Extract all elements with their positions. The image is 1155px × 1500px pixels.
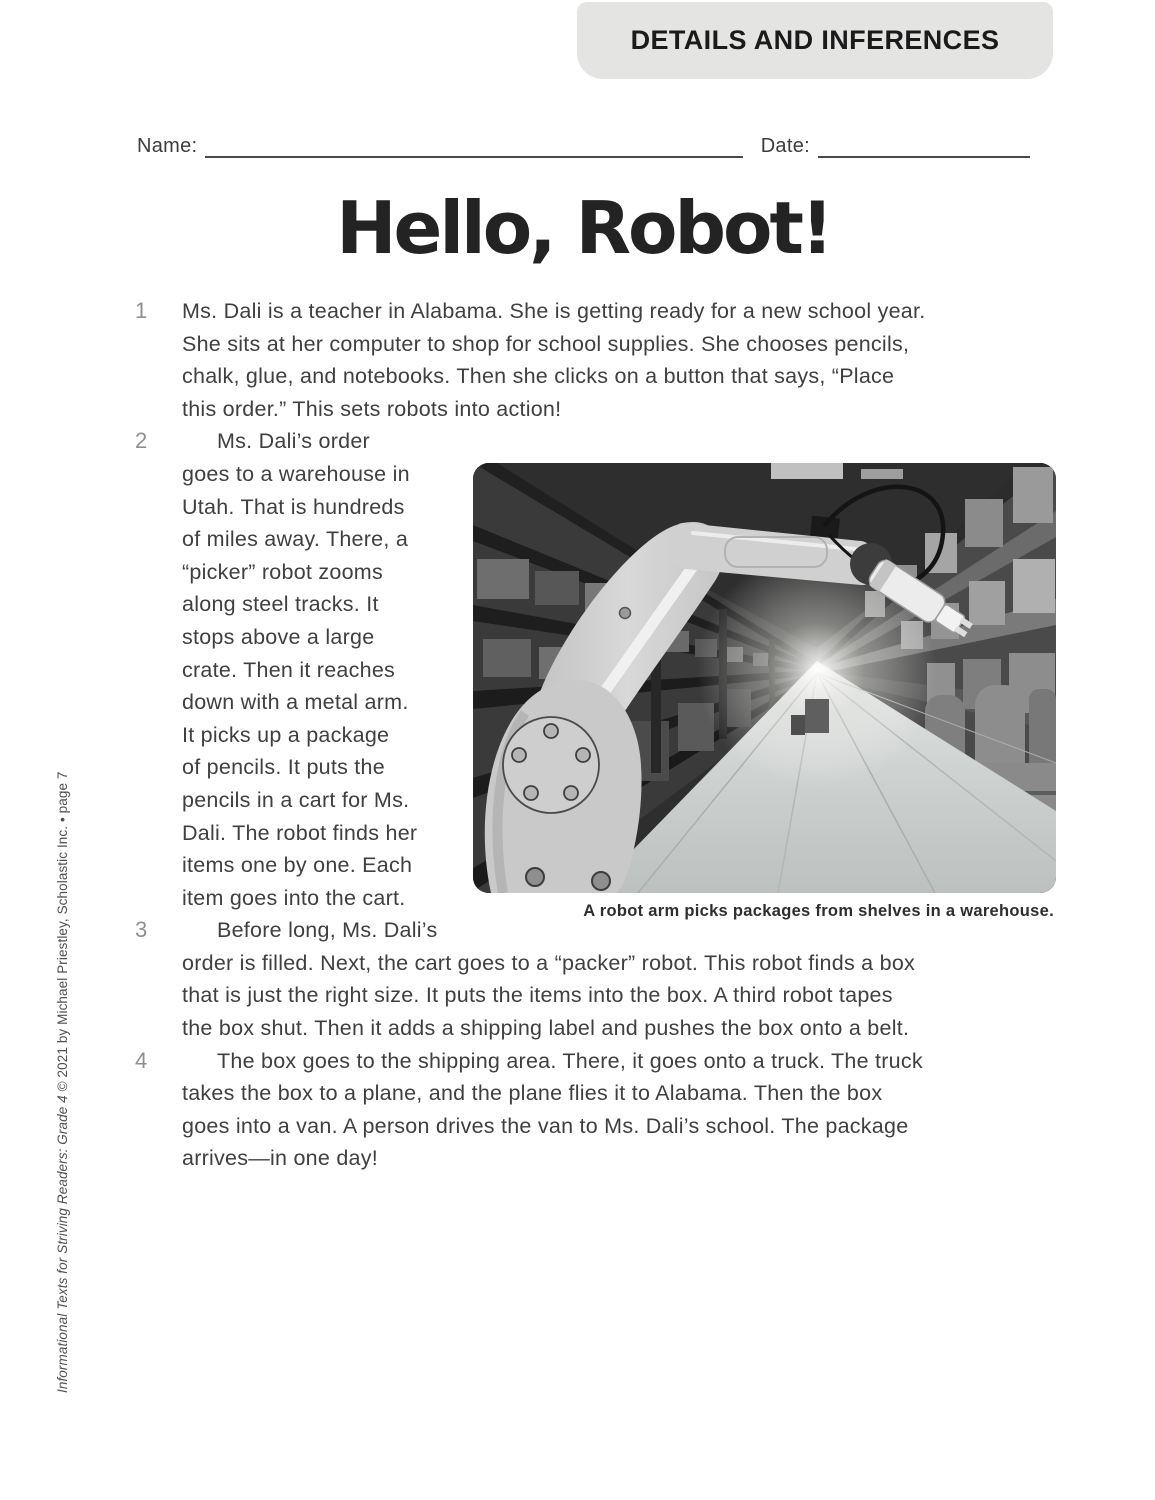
date-label: Date: bbox=[760, 135, 810, 157]
paragraph bbox=[135, 1045, 1034, 1175]
passage-line: along steel tracks. It bbox=[182, 592, 379, 617]
copyright-sidebar bbox=[55, 771, 70, 1393]
passage-line: items one by one. Each bbox=[182, 853, 413, 878]
paragraph-number: 3 bbox=[135, 917, 148, 943]
paragraph bbox=[135, 295, 1034, 425]
passage-line: this order.” This sets robots into action! bbox=[182, 396, 562, 421]
warehouse-photo bbox=[473, 463, 1056, 893]
figure bbox=[473, 463, 1056, 921]
passage-line: She sits at her computer to shop for school supplies. She chooses pencils, bbox=[182, 331, 910, 356]
passage-line: stops above a large bbox=[182, 624, 375, 649]
passage-line: down with a metal arm. bbox=[182, 690, 409, 715]
date-blank-line bbox=[818, 132, 1030, 158]
paragraph bbox=[135, 914, 1034, 1044]
page-title: Hello, Robot! bbox=[336, 186, 831, 270]
passage-line: Utah. That is hundreds bbox=[182, 494, 405, 519]
passage-line: of miles away. There, a bbox=[182, 527, 409, 552]
name-label: Name: bbox=[137, 135, 198, 157]
passage-line: It picks up a package bbox=[182, 722, 390, 747]
passage-line: Ms. Dali is a teacher in Alabama. She is getting ready for a new school year. bbox=[182, 299, 926, 323]
passage-line: the box shut. Then it adds a shipping label and pushes the box onto a belt. bbox=[182, 1016, 910, 1041]
series-title: Informational Texts for Striving Readers: Grade 4 bbox=[55, 1095, 70, 1393]
copyright-text: © 2021 by Michael Priestley, Scholastic Inc. • page 7 bbox=[55, 771, 70, 1096]
passage-line: takes the box to a plane, and the plane flies it to Alabama. Then the box bbox=[182, 1081, 883, 1106]
details-inferences-badge bbox=[577, 2, 1053, 79]
passage-line: item goes into the cart. bbox=[182, 885, 406, 910]
passage-line: order is filled. Next, the cart goes to a “packer” robot. This robot finds a box bbox=[182, 950, 916, 975]
passage-line: crate. Then it reaches bbox=[182, 657, 396, 682]
paragraph-number: 2 bbox=[135, 428, 148, 454]
passage-line: arrives—in one day! bbox=[182, 1146, 378, 1171]
passage-line: pencils in a cart for Ms. bbox=[182, 787, 410, 812]
passage-line: chalk, glue, and notebooks. Then she clicks on a button that says, “Place bbox=[182, 364, 895, 389]
passage-line: Dali. The robot finds her bbox=[182, 820, 418, 845]
name-date-row bbox=[137, 132, 1030, 158]
name-blank-line bbox=[205, 132, 742, 158]
passage-line: Before long, Ms. Dali’s bbox=[217, 918, 438, 943]
paragraph-number: 1 bbox=[135, 298, 148, 323]
passage-line: that is just the right size. It puts the items into the box. A third robot tapes bbox=[182, 983, 893, 1008]
passage-line: goes into a van. A person drives the van to Ms. Dali’s school. The package bbox=[182, 1113, 909, 1138]
passage-line: “picker” robot zooms bbox=[182, 559, 383, 584]
passage-line: goes to a warehouse in bbox=[182, 461, 410, 486]
passage-line: Ms. Dali’s order bbox=[217, 429, 370, 454]
figure-caption: A robot arm picks packages from shelves in a warehouse. bbox=[583, 902, 1054, 920]
badge-label: DETAILS AND INFERENCES bbox=[630, 25, 1000, 55]
passage-line: of pencils. It puts the bbox=[182, 755, 385, 780]
paragraph-number: 4 bbox=[135, 1047, 148, 1073]
passage-line: The box goes to the shipping area. There, it goes onto a truck. The truck bbox=[217, 1048, 923, 1073]
